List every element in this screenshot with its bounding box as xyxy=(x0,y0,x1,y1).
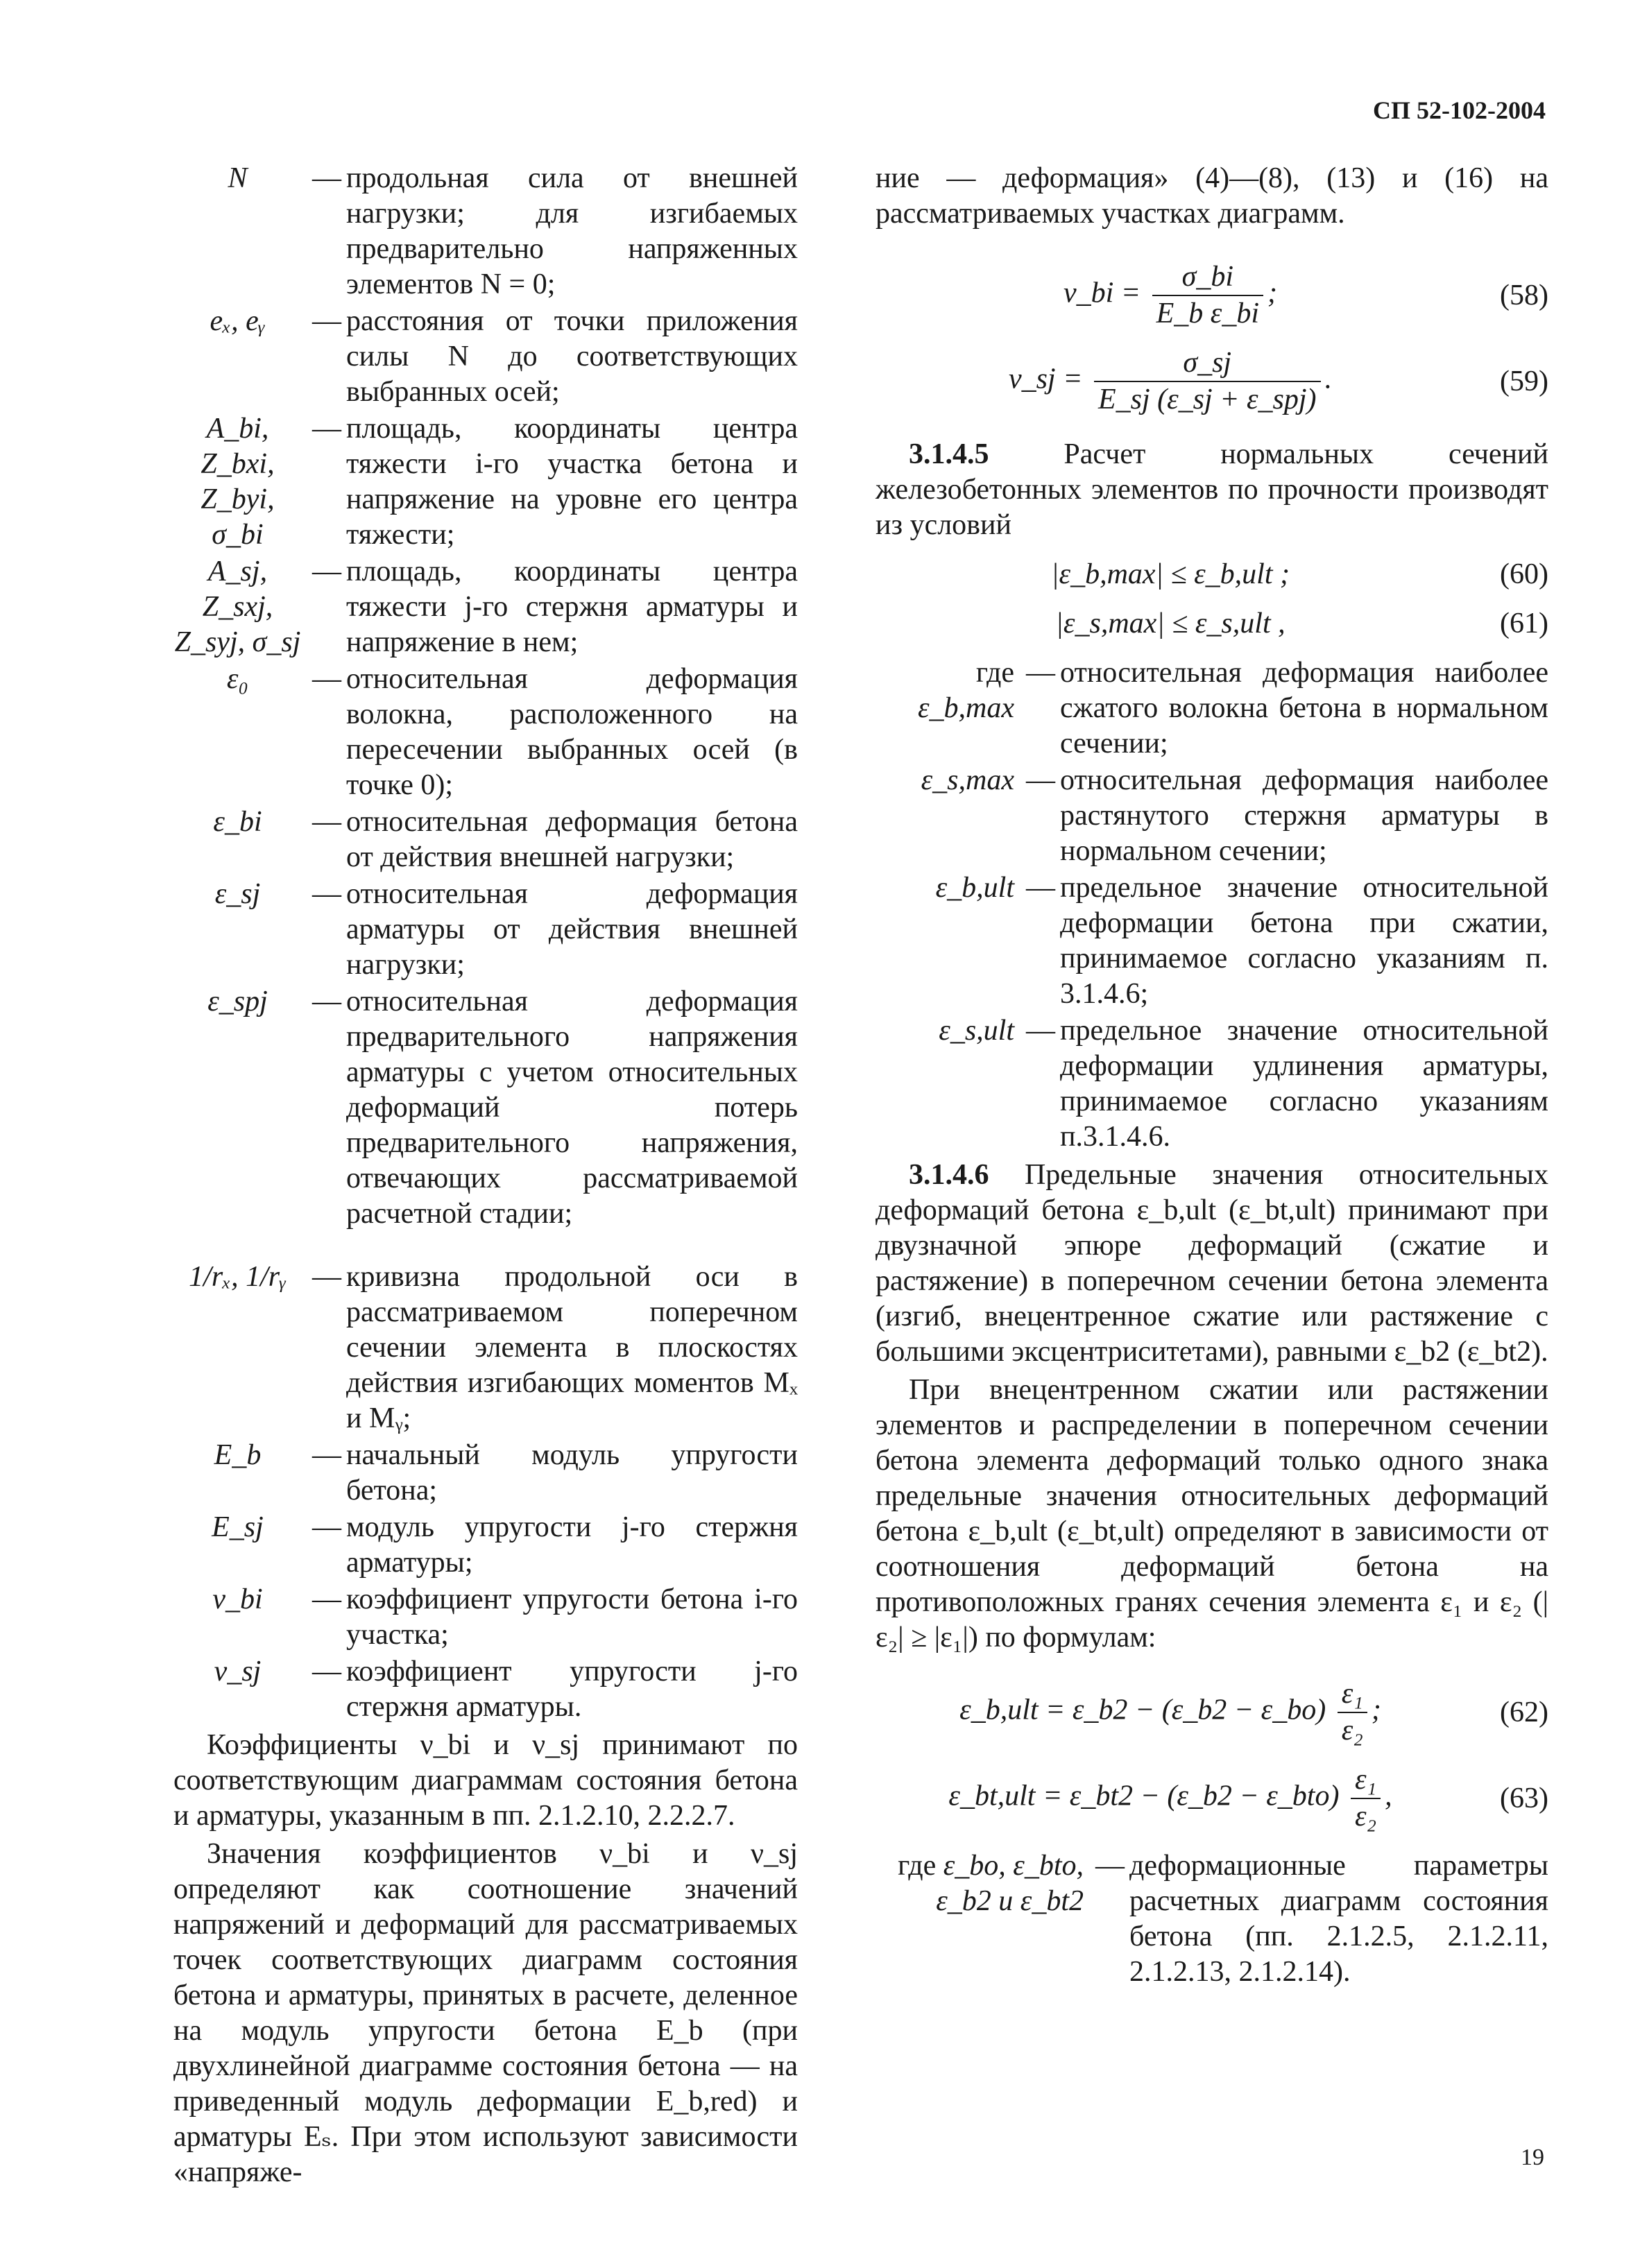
formula-denominator: ε₂ xyxy=(1354,1801,1377,1832)
formula-59 xyxy=(875,345,1548,418)
body-paragraph: Коэффициенты ν_bi и ν_sj принимают по соответствующим диаграммам состояния бетона и арматуры, указанным в пп. 2.1.2.10, 2.2.2.7. xyxy=(173,1729,798,1832)
formula-60 xyxy=(875,557,1548,592)
formula-number: (59) xyxy=(1500,365,1548,397)
definition-row: A_bi, Z_bxi, Z_byi, σ_bi — площадь, координаты центра тяжести i-го участка бетона и напряжение на уровне его центра тяжести; xyxy=(173,411,798,553)
definition-text: модуль упругости j-го стержня арматуры; xyxy=(346,1511,798,1579)
formula-63 xyxy=(875,1762,1548,1835)
definition-text: предельное значение относительной деформации бетона при сжатии, принимаемое согласно указаниям п. 3.1.4.6; xyxy=(1060,872,1548,1010)
definition-row: eₓ, eᵧ — расстояния от точки приложения силы N до соответствующих выбранных осей; xyxy=(173,304,798,410)
definition-row: ε_s,ult — предельное значение относительной деформации удлинения арматуры, принимаемое согласно указаниям п.3.1.4.6. xyxy=(875,1013,1548,1155)
formula-tail: ; xyxy=(1267,277,1278,309)
definition-row: ε_bi — относительная деформация бетона от действия внешней нагрузки; xyxy=(173,805,798,875)
definition-row: E_b — начальный модуль упругости бетона; xyxy=(173,1438,798,1509)
definition-text: относительная деформация наиболее сжатого волокна бетона в нормальном сечении; xyxy=(1060,657,1548,759)
definition-symbol: ν_bi xyxy=(212,1583,263,1615)
definition-symbol: A_bi, Z_bxi, Z_byi, σ_bi xyxy=(200,413,275,551)
definition-symbol: ε_bi xyxy=(213,806,262,838)
formula-62 xyxy=(875,1676,1548,1749)
definition-symbol: E_b xyxy=(214,1439,262,1471)
section-3-1-4-6 xyxy=(875,1158,1548,1370)
section-text: Предельные значения относительных деформаций бетона ε_b,ult (ε_bt,ult) принимают при двузначной эпюре деформаций (сжатие и растяжение) в поперечном сечении бетона элемента (изгиб, внецентренное сжатие или растяжение с большими эксцентриситетами), равными ε_b2 (ε_bt2). xyxy=(875,1159,1548,1368)
formula-number: (63) xyxy=(1500,1782,1548,1814)
definition-text: коэффициент упругости бетона i-го участка; xyxy=(346,1583,798,1651)
formula-number: (62) xyxy=(1500,1696,1548,1728)
definition-row: 1/rₓ, 1/rᵧ — кривизна продольной оси в рассматриваемом поперечном сечении элемента в плоскостях действия изгибающих моментов Mₓ и Mᵧ; xyxy=(173,1260,798,1436)
definition-row: где ε_bo, ε_bto, ε_b2 и ε_bt2 — деформационные параметры расчетных диаграмм состояния бетона (пп. 2.1.2.5, 2.1.2.11, 2.1.2.13, 2.1.2.14). xyxy=(875,1848,1548,1990)
definition-symbol: E_sj xyxy=(212,1511,264,1543)
where-prefix: где xyxy=(975,657,1014,689)
formula-numerator: σ_sj xyxy=(1094,345,1321,382)
formula-61 xyxy=(875,606,1548,642)
definition-text: относительная деформация волокна, расположенного на пересечении выбранных осей (в точке 0); xyxy=(346,663,798,801)
formula-58 xyxy=(875,259,1548,332)
definition-row: ε_b,ult — предельное значение относительной деформации бетона при сжатии, принимаемое согласно указаниям п. 3.1.4.6; xyxy=(875,870,1548,1012)
left-column xyxy=(173,161,798,2190)
definition-row: ν_bi — коэффициент упругости бетона i-го участка; xyxy=(173,1582,798,1653)
definition-symbol: A_sj, Z_sxj, Z_syj, σ_sj xyxy=(174,556,301,658)
definition-symbol: ε_b,ult xyxy=(935,872,1014,904)
definition-row: ν_sj — коэффициент упругости j-го стержня арматуры. xyxy=(173,1654,798,1725)
definition-row: ε_sj — относительная деформация арматуры от действия внешней нагрузки; xyxy=(173,877,798,983)
definition-symbol: где ε_bo, ε_bto, ε_b2 и ε_bt2 xyxy=(898,1850,1084,1917)
definition-text: площадь, координаты центра тяжести j-го стержня арматуры и напряжение в нем; xyxy=(346,556,798,658)
formula-expression: |ε_b,max| ≤ ε_b,ult ; xyxy=(1050,558,1290,590)
definition-text: относительная деформация бетона от действия внешней нагрузки; xyxy=(346,806,798,873)
where-prefix: где xyxy=(898,1850,937,1882)
definition-symbol: N xyxy=(228,162,248,194)
formula-expression: |ε_s,max| ≤ ε_s,ult , xyxy=(1055,608,1285,639)
definition-row: ε_spj — относительная деформация предварительного напряжения арматуры с учетом относительных деформаций потерь предварительного напряжения, отвечающих рассматриваемой расчетной стадии; xyxy=(173,984,798,1232)
formula-numerator: σ_bi xyxy=(1152,259,1263,296)
page-number: 19 xyxy=(1521,2145,1544,2170)
section-text: Расчет нормальных сечений железобетонных элементов по прочности производят из условий xyxy=(875,438,1548,541)
formula-numerator: ε₁ xyxy=(1338,1676,1367,1713)
formula-denominator: E_b ε_bi xyxy=(1156,298,1260,329)
definition-text: относительная деформация предварительного напряжения арматуры с учетом относительных деформаций потерь предварительного напряжения, отвечающих рассматриваемой расчетной стадии; xyxy=(346,986,798,1230)
definition-symbol: ε₀ xyxy=(226,663,249,695)
definition-row: ε_s,max — относительная деформация наиболее растянутого стержня арматуры в нормальном сечении; xyxy=(875,763,1548,869)
definition-text: расстояния от точки приложения силы N до соответствующих выбранных осей; xyxy=(346,305,798,408)
formula-number: (58) xyxy=(1500,279,1548,311)
section-number: 3.1.4.5 xyxy=(909,438,989,470)
running-header: СП 52-102-2004 xyxy=(1373,96,1546,124)
definition-text: деформационные параметры расчетных диаграмм состояния бетона (пп. 2.1.2.5, 2.1.2.11, 2.1.2.13, 2.1.2.14). xyxy=(1129,1850,1548,1988)
definition-symbol: ε_sj xyxy=(214,878,261,910)
definition-symbol: ε_spj xyxy=(207,986,268,1017)
formula-tail: , xyxy=(1385,1780,1392,1812)
definition-text: продольная сила от внешней нагрузки; для изгибаемых предварительно напряженных элементов N = 0; xyxy=(346,162,798,300)
definition-symbol: где ε_b,max xyxy=(917,657,1014,724)
definition-text: относительная деформация наиболее растянутого стержня арматуры в нормальном сечении; xyxy=(1060,764,1548,867)
body-paragraph: ние — деформация» (4)—(8), (13) и (16) на рассматриваемых участках диаграмм. xyxy=(875,162,1548,230)
formula-denominator: ε₂ xyxy=(1341,1715,1363,1746)
definition-row: ε₀ — относительная деформация волокна, расположенного на пересечении выбранных осей (в точке 0); xyxy=(173,662,798,803)
section-number: 3.1.4.6 xyxy=(909,1159,989,1191)
definition-text: коэффициент упругости j-го стержня арматуры. xyxy=(346,1656,798,1723)
definition-text: начальный модуль упругости бетона; xyxy=(346,1439,798,1506)
definition-symbol: eₓ, eᵧ xyxy=(210,305,266,337)
definition-row: N — продольная сила от внешней нагрузки; для изгибаемых предварительно напряженных элементов N = 0; xyxy=(173,161,798,302)
section-3-1-4-5 xyxy=(875,437,1548,543)
formula-tail: . xyxy=(1324,363,1333,395)
formula-number: (61) xyxy=(1500,608,1548,639)
definition-symbol: 1/rₓ, 1/rᵧ xyxy=(189,1261,287,1293)
definition-text: относительная деформация арматуры от действия внешней нагрузки; xyxy=(346,878,798,981)
definition-row: где ε_b,max — относительная деформация наиболее сжатого волокна бетона в нормальном сечении; xyxy=(875,655,1548,762)
formula-lhs: ε_b,ult = ε_b2 − (ε_b2 − ε_bo) xyxy=(959,1694,1326,1726)
formula-denominator: E_sj (ε_sj + ε_spj) xyxy=(1097,384,1317,415)
formula-lhs: ν_bi = xyxy=(1063,277,1141,309)
definition-symbol: ε_s,ult xyxy=(939,1015,1014,1047)
formula-number: (60) xyxy=(1500,558,1548,590)
right-column xyxy=(875,161,1548,1991)
body-paragraph: При внецентренном сжатии или растяжении элементов и распределении в поперечном сечении бетона элемента деформаций только одного знака предельные значения относительных деформаций бетона ε_b,ult (ε_bt,ult) определяют в зависимости от соотношения деформаций бетона на противоположных гранях сечения элемента ε₁ и ε₂ (|ε₂| ≥ |ε₁|) по формулам: xyxy=(875,1374,1548,1653)
definition-text: предельное значение относительной деформации удлинения арматуры, принимаемое согласно указаниям п.3.1.4.6. xyxy=(1060,1015,1548,1153)
definition-row: A_sj, Z_sxj, Z_syj, σ_sj — площадь, координаты центра тяжести j-го стержня арматуры и напряжение в нем; xyxy=(173,554,798,660)
definition-symbol: ε_s,max xyxy=(921,764,1014,796)
formula-tail: ; xyxy=(1371,1694,1381,1726)
definition-row: E_sj — модуль упругости j-го стержня арматуры; xyxy=(173,1510,798,1581)
definition-symbol: ν_sj xyxy=(214,1656,262,1687)
formula-numerator: ε₁ xyxy=(1351,1762,1381,1799)
body-paragraph: Значения коэффициентов ν_bi и ν_sj определяют как соотношение значений напряжений и деформаций для рассматриваемых точек соответствующих диаграмм состояния бетона и арматуры, принятых в расчете, деленное на модуль упругости бетона E_b (при двухлинейной диаграмме состояния бетона — на приведенный модуль деформации E_b,red) и арматуры Eₛ. При этом используют зависимости «напряже- xyxy=(173,1838,798,2188)
definition-text: площадь, координаты центра тяжести i-го участка бетона и напряжение на уровне его центра тяжести; xyxy=(346,413,798,551)
formula-lhs: ε_bt,ult = ε_bt2 − (ε_b2 − ε_bto) xyxy=(948,1780,1340,1812)
definition-text: кривизна продольной оси в рассматриваемом поперечном сечении элемента в плоскостях действия изгибающих моментов Mₓ и Mᵧ; xyxy=(346,1261,798,1434)
formula-lhs: ν_sj = xyxy=(1008,363,1083,395)
